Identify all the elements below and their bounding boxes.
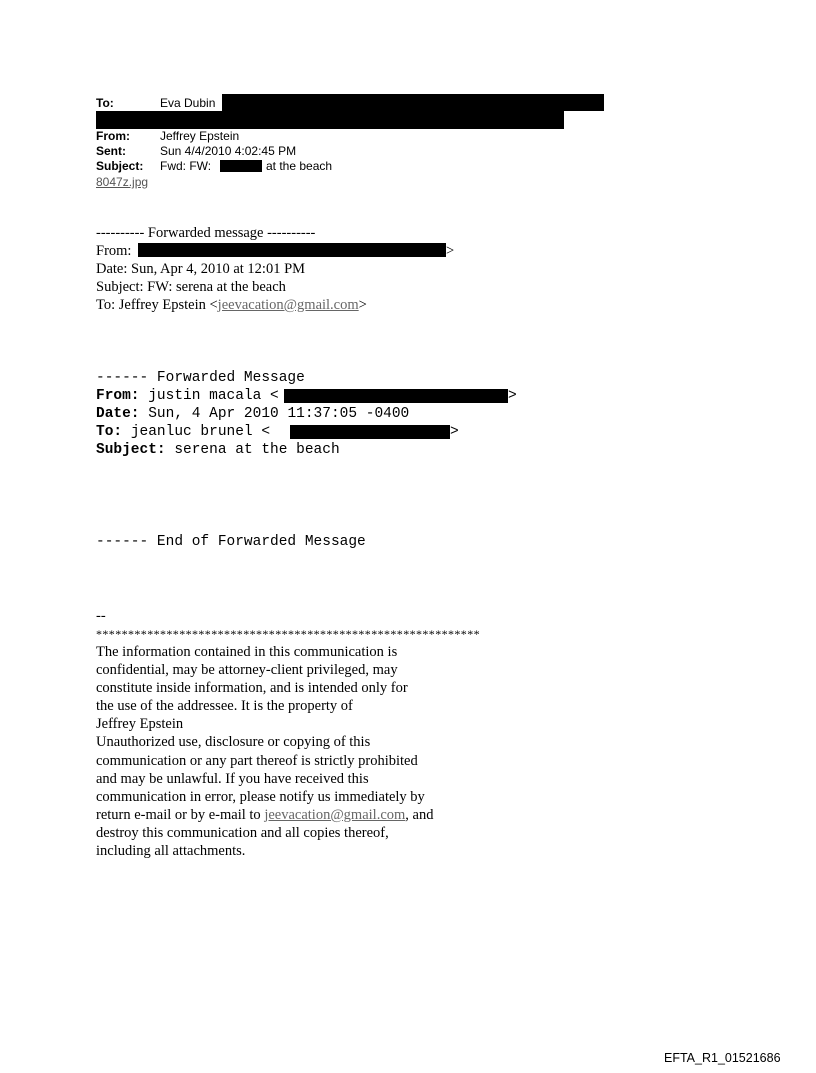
- sent-label: Sent:: [96, 144, 126, 158]
- forward1-from-close: >: [446, 243, 455, 259]
- disclaimer-line: destroy this communication and all copies thereof,: [96, 824, 389, 841]
- forward2-from: [96, 387, 279, 405]
- forward2-to-value: jeanluc brunel <: [130, 424, 271, 440]
- disclaimer-email-prefix: return e-mail or by e-mail to: [96, 806, 265, 823]
- forward1-to-suffix: >: [358, 297, 367, 313]
- redaction-to-line: [222, 94, 604, 111]
- forward1-from-label: From:: [96, 243, 132, 259]
- forward2-to: [96, 423, 270, 441]
- header-subject-row: [96, 159, 211, 173]
- forward2-subject-value: serena at the beach: [174, 442, 340, 458]
- disclaimer-line: The information contained in this communication is: [96, 644, 398, 660]
- disclaimer-email-link[interactable]: jeevacation@gmail.com: [264, 806, 406, 823]
- forward2-to-label: To:: [96, 424, 123, 440]
- redaction-forward1-from: [138, 243, 446, 257]
- disclaimer-line: constitute inside information, and is intended only for: [96, 680, 408, 697]
- forward1-to: [96, 296, 367, 314]
- disclaimer-line: including all attachments.: [96, 843, 246, 860]
- disclaimer-line: Jeffrey Epstein: [96, 716, 184, 733]
- disclaimer-line: communication in error, please notify us immediately by: [96, 788, 425, 805]
- disclaimer-line: Unauthorized use, disclosure or copying of this: [96, 734, 371, 751]
- signature-stars: ************************************************************: [96, 627, 480, 641]
- disclaimer-email-suffix: , and: [405, 806, 434, 823]
- subject-prefix: Fwd: FW:: [160, 159, 212, 173]
- subject-suffix: at the beach: [266, 159, 333, 173]
- header-sent-row: [96, 144, 296, 158]
- disclaimer-line: communication or any part thereof is strictly prohibited: [96, 752, 418, 769]
- forward2-date-value: Sun, 4 Apr 2010 11:37:05 -0400: [148, 406, 410, 422]
- redaction-subject: [220, 160, 262, 172]
- forward2-subject-label: Subject:: [96, 442, 166, 458]
- redaction-forward2-from: [284, 389, 508, 403]
- forward2-end-divider: ------ End of Forwarded Message: [96, 534, 366, 550]
- sent-value: Sun 4/4/2010 4:02:45 PM: [160, 144, 297, 158]
- disclaimer-line-email: [96, 806, 496, 824]
- forward2-date-label: Date:: [96, 406, 140, 422]
- forward2-divider: ------ Forwarded Message: [96, 370, 305, 386]
- subject-label: Subject:: [96, 159, 144, 173]
- signature-dashes: --: [96, 608, 106, 624]
- forward2-to-close: >: [450, 424, 459, 440]
- redaction-forward2-to: [290, 425, 450, 439]
- header-from-row: [96, 129, 239, 143]
- from-value: Jeffrey Epstein: [160, 129, 240, 143]
- disclaimer-line: confidential, may be attorney-client privileged, may: [96, 662, 398, 679]
- redaction-cc-line: [96, 111, 564, 129]
- disclaimer-text: [96, 643, 496, 860]
- forward2-date: [96, 405, 409, 423]
- forward1-divider: ---------- Forwarded message ----------: [96, 225, 316, 241]
- forward1-subject: Subject: FW: serena at the beach: [96, 279, 286, 295]
- to-value: Eva Dubin: [160, 96, 216, 110]
- forward1-to-prefix: To: Jeffrey Epstein <: [96, 297, 218, 313]
- forward2-subject: [96, 441, 340, 459]
- attachment-link[interactable]: 8047z.jpg: [96, 175, 149, 189]
- disclaimer-line: and may be unlawful. If you have received this: [96, 770, 369, 787]
- to-label: To:: [96, 96, 114, 110]
- header-to-row: [96, 96, 215, 110]
- document-id: EFTA_R1_01521686: [664, 1051, 781, 1065]
- forward1-date: Date: Sun, Apr 4, 2010 at 12:01 PM: [96, 261, 306, 277]
- from-label: From:: [96, 129, 130, 143]
- forward2-from-label: From:: [96, 388, 140, 404]
- forward2-from-close: >: [508, 388, 517, 404]
- forward1-to-email-link[interactable]: jeevacation@gmail.com: [217, 297, 359, 313]
- forward2-from-value: justin macala <: [148, 388, 279, 404]
- disclaimer-line: the use of the addressee. It is the property of: [96, 698, 353, 715]
